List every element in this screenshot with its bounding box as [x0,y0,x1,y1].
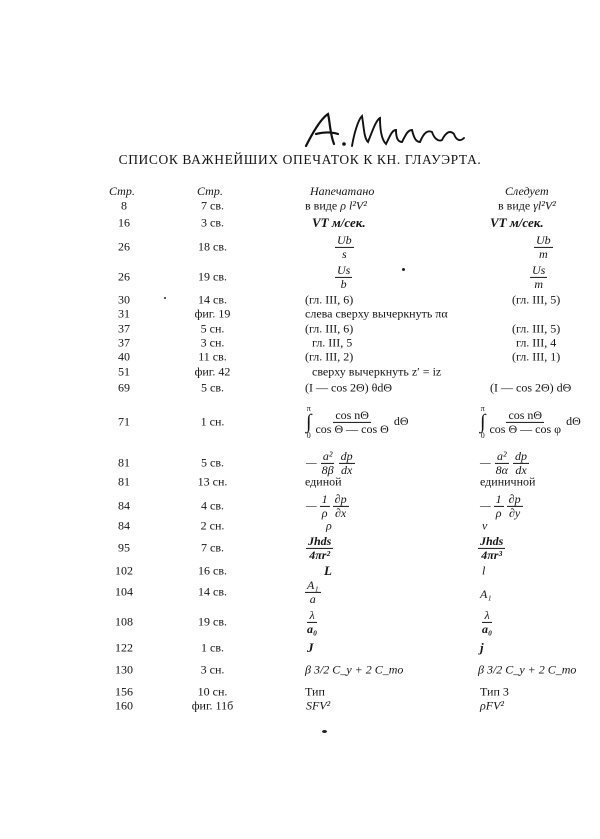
scan-speck [402,268,405,271]
cell-printed: π ∫ 0 $\frac{\text{cos nΘ}}{\text{cos Θ — cos Θ}}$ dΘ [306,403,409,440]
header-should: Следует [505,184,549,198]
table-row [0,606,600,638]
table-row [0,684,600,699]
cell-line: 19 св. [198,269,227,284]
cell-line: 5 св. [201,380,224,394]
cell-printed: L [324,563,332,578]
cell-line: 5 сн. [200,321,225,335]
cell-line: 3 св. [201,215,224,230]
cell-line: фиг. 42 [194,364,231,378]
cell-page: 102 [115,563,133,578]
table-row [0,306,600,321]
cell-line: 7 св. [201,540,224,555]
cell-line: 19 св. [198,614,227,629]
cell-page: 84 [118,498,130,513]
cell-line: 13 сн. [197,474,228,488]
cell-page: 130 [115,662,133,677]
cell-page: 84 [118,518,130,532]
cell-line: 1 сн. [200,414,225,429]
cell-printed: сверху вычеркнуть z′ = iz [312,364,442,378]
cell-line: 1 св. [201,640,224,655]
table-row [0,215,600,231]
cell-printed: J [307,640,314,655]
cell-line: 7 св. [201,198,224,213]
cell-should: (гл. III, 5) [512,321,561,335]
table-row [0,199,600,213]
cell-page: 51 [118,364,130,378]
cell-page: 16 [118,215,130,230]
table-row [0,262,600,292]
table-row [0,364,600,379]
cell-line: 10 сн. [197,684,228,698]
cell-printed: $\frac{\text{A₁}}{a}$ [307,577,319,606]
cell-should: в виде γl²V² [498,198,556,213]
cell-page: 156 [115,684,133,698]
cell-page: 8 [121,198,127,213]
cell-should: ρFV² [480,698,505,713]
cell-printed: — $\frac{1}{\rho}$ $\frac{\partial p}{\partial x}$ [306,491,347,520]
header-line: Стр. [197,184,223,198]
table-row [0,656,600,684]
cell-should: $\frac{Us}{m}$ [532,262,546,291]
cell-line: 5 св. [201,455,224,470]
cell-should: VT м/сек. [490,215,544,230]
cell-page: 95 [118,540,130,555]
cell-printed: $\frac{Ub}{s}$ [337,232,352,261]
cell-should: β 3/2 C_y + 2 C_mo [478,662,577,677]
cell-printed: единой [305,474,342,488]
table-row [0,698,600,714]
cell-line: фиг. 11б [191,698,234,713]
table-row [0,335,600,350]
table-row [0,379,600,396]
cell-page: 104 [115,584,133,599]
cell-line: 14 св. [198,292,227,306]
cell-line: фиг. 19 [194,306,231,320]
cell-page: 26 [118,239,130,254]
document-title: СПИСОК ВАЖНЕЙШИХ ОПЕЧАТОК К КН. ГЛАУЭРТА. [118,152,482,167]
cell-page: 160 [115,698,133,713]
cell-line: 16 св. [198,563,227,578]
cell-page: 37 [118,335,130,349]
cell-page: 108 [115,614,133,629]
cell-page: 31 [118,306,130,320]
cell-printed: Тип [305,684,325,698]
cell-line: 11 св. [198,349,227,363]
table-row [0,292,600,307]
scan-speck [164,297,166,299]
cell-should: A₁ [480,587,492,601]
cell-should: $\frac{Ub}{m}$ [536,232,551,261]
cell-printed: слева сверху вычеркнуть πα [305,306,448,320]
cell-should: — $\frac{\text{a²}}{8\alpha}$ $\frac{dp}{dx}$ [480,448,527,477]
table-row [0,321,600,336]
cell-should: $\frac{\text{Jhds}}{\text{4πr³}}$ [480,533,504,562]
cell-printed: ρ [326,518,332,532]
cell-printed: SFV² [306,698,331,713]
header-printed: Напечатано [310,184,375,198]
header-page: Стр. [109,184,135,198]
table-row [0,233,600,261]
cell-printed: $\frac{\lambda}{\text{a₀}}$ [307,607,318,636]
cell-line: 3 сн. [200,335,225,349]
cell-should: π ∫ 0 $\frac{\text{cos nΘ}}{\text{cos Θ — cos φ}}$ dΘ [480,403,581,440]
table-row [0,518,600,533]
cell-line: 4 св. [201,498,224,513]
cell-page: 81 [118,455,130,470]
cell-should: l [482,563,486,578]
cell-line: 14 св. [198,584,227,599]
cell-printed: гл. III, 5 [312,335,353,349]
cell-should: v [482,518,488,532]
scan-speck [322,730,327,733]
cell-page: 37 [118,321,130,335]
cell-line: 2 сн. [200,518,225,532]
cell-printed: $\frac{\text{Jhds}}{\text{4πr²}}$ [308,533,332,562]
cell-printed: (гл. III, 6) [305,321,354,335]
table-row [0,577,600,607]
cell-page: 71 [118,414,130,429]
cell-page: 30 [118,292,130,306]
cell-printed: (гл. III, 2) [305,349,354,363]
cell-page: 122 [115,640,133,655]
cell-page: 40 [118,349,130,363]
table-row [0,349,600,364]
cell-printed: $\frac{Us}{b}$ [337,262,351,291]
cell-should: — $\frac{1}{\rho}$ $\frac{\partial p}{\partial y}$ [480,491,521,520]
cell-page: 81 [118,474,130,488]
cell-should: Тип 3 [480,684,509,698]
cell-should: (гл. III, 5) [512,292,561,306]
cell-printed: VT м/сек. [312,215,366,230]
cell-page: 69 [118,380,130,394]
table-row [0,640,600,656]
handwritten-signature [300,108,470,152]
cell-line: 3 сн. [200,662,225,677]
cell-printed: — $\frac{\text{a²}}{8\beta}$ $\frac{dp}{dx}$ [306,448,353,477]
cell-should: (I — cos 2Θ) dΘ [490,380,572,394]
table-row [0,474,600,489]
cell-printed: (гл. III, 6) [305,292,354,306]
cell-should: единичной [480,474,536,488]
cell-printed: (I — cos 2Θ) θdΘ [305,380,393,394]
table-row [0,533,600,563]
cell-printed: в виде ρ l²V² [305,198,367,213]
cell-printed: β 3/2 C_y + 2 C_mo [305,662,404,677]
cell-should: $\frac{\lambda}{\text{a₀}}$ [482,607,493,636]
cell-should: (гл. III, 1) [512,349,561,363]
cell-line: 18 св. [198,239,227,254]
cell-should: j [480,640,484,655]
cell-page: 26 [118,269,130,284]
cell-should: гл. III, 4 [516,335,557,349]
table-row [0,398,600,446]
